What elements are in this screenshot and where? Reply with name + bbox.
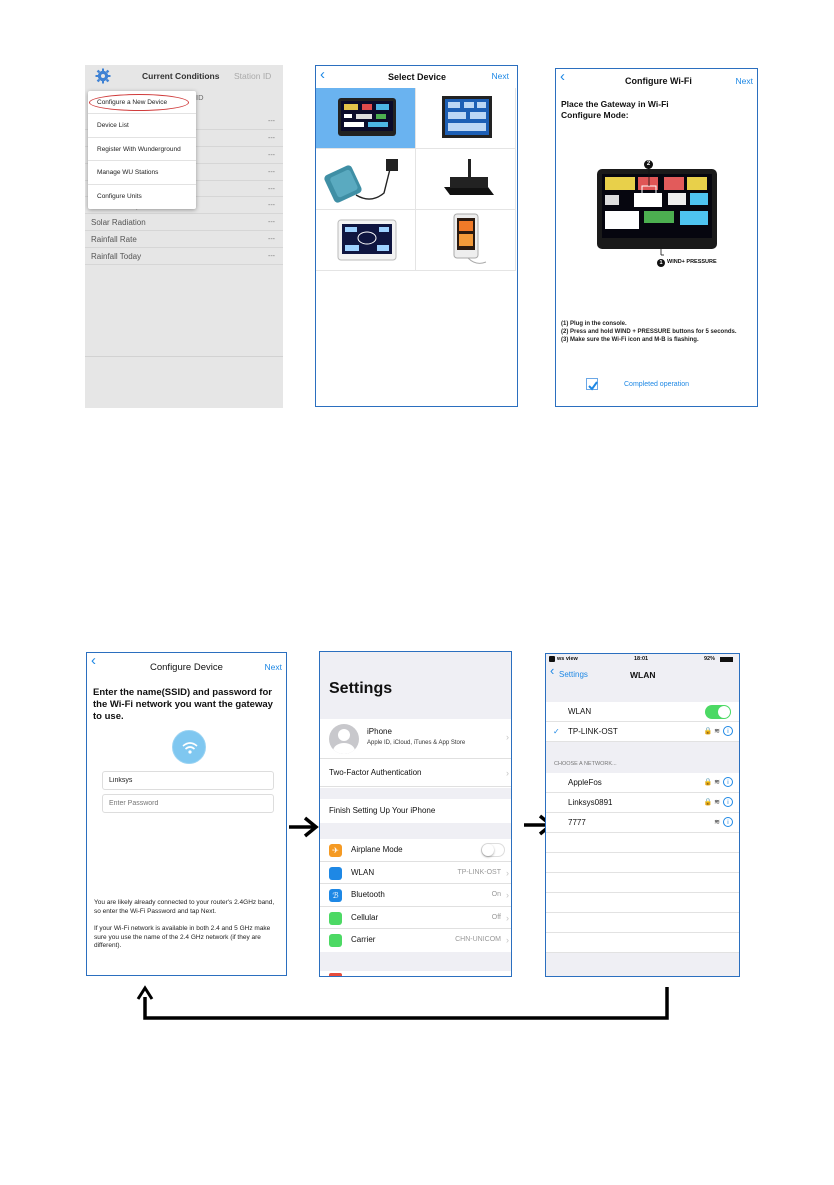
info-icon[interactable]: i — [723, 817, 733, 827]
next-button[interactable]: Next — [264, 662, 282, 672]
orange-display-icon — [416, 210, 516, 271]
list-item: --- — [85, 130, 283, 147]
wlan-toggle[interactable] — [705, 705, 731, 719]
ssid-input[interactable] — [102, 771, 274, 790]
white-console-icon — [316, 210, 416, 271]
status-bar — [546, 654, 739, 665]
battery-percent: 92% — [704, 656, 716, 662]
menu-item-configure-units[interactable]: Configure Units — [97, 192, 142, 200]
profile-row[interactable] — [320, 719, 512, 759]
configure-wifi-screen — [555, 68, 758, 407]
wifi-icon: ≋ — [714, 819, 720, 826]
arrow-right-icon — [287, 816, 319, 838]
list-item: --- — [85, 181, 283, 197]
list-item: --- — [85, 147, 283, 164]
header — [85, 65, 283, 102]
console-image — [594, 161, 720, 269]
network-row[interactable]: 7777 ≋ i — [546, 813, 739, 833]
network-row[interactable]: AppleFos 🔒 ≋ i — [546, 773, 739, 793]
notifications-icon — [329, 973, 342, 977]
two-factor-row[interactable]: Two-Factor Authentication › — [320, 759, 512, 787]
back-chevron-icon[interactable]: ‹ — [560, 68, 565, 85]
back-chevron-icon[interactable]: ‹ — [91, 652, 96, 669]
wifi-icon — [173, 731, 207, 765]
id-label: ID — [196, 93, 204, 102]
connected-network-row[interactable]: ✓ TP-LINK-OST 🔒 ≋ i — [546, 722, 739, 742]
settings-screen — [319, 651, 512, 977]
list-item: --- — [85, 164, 283, 181]
avatar — [329, 724, 359, 754]
empty-row — [546, 853, 739, 873]
device-option-sensor-array[interactable] — [316, 149, 416, 210]
marker-2-badge: 2 — [644, 160, 653, 169]
menu-item-configure-new-device[interactable]: Configure a New Device — [88, 91, 196, 114]
device-option-blue-console[interactable] — [416, 88, 516, 149]
airplane-toggle[interactable] — [481, 843, 505, 857]
page-title: Current Conditions — [142, 71, 220, 81]
status-time: 18:01 — [634, 656, 649, 662]
bluetooth-row[interactable]: ℬ Bluetooth On › — [320, 884, 512, 907]
cellular-row[interactable]: Cellular Off › — [320, 907, 512, 930]
empty-row — [546, 893, 739, 913]
menu-item-device-list[interactable]: Device List — [88, 114, 196, 137]
settings-dropdown-menu — [88, 91, 196, 209]
toggle-knob — [718, 706, 730, 718]
checkmark-icon — [587, 380, 599, 392]
instruction-heading: Place the Gateway in Wi-Fi Configure Mode: — [561, 99, 669, 120]
next-group-peek — [320, 971, 512, 977]
airplane-icon: ✈ — [329, 844, 342, 857]
gear-icon[interactable] — [95, 68, 111, 84]
profile-subtitle: Apple ID, iCloud, iTunes & App Store — [367, 740, 466, 746]
page-title: Select Device — [388, 72, 447, 82]
finish-setup-row[interactable]: Finish Setting Up Your iPhone — [329, 806, 436, 815]
chevron-right-icon: › — [506, 867, 509, 878]
phone-icon — [329, 934, 342, 947]
page-title: Configure Device — [150, 662, 223, 673]
lock-icon: 🔒 — [703, 728, 713, 735]
list-item: --- — [85, 113, 283, 130]
bottom-divider — [85, 356, 283, 357]
wlan-row[interactable]: WLAN TP-LINK-OST › — [320, 862, 512, 885]
page-title: Settings — [329, 680, 393, 697]
select-device-screen — [315, 65, 518, 407]
profile-group — [320, 719, 512, 788]
return-loop-arrow — [135, 985, 675, 1025]
carrier-row[interactable]: Carrier CHN-UNICOM › — [320, 929, 512, 952]
profile-name: iPhone — [367, 727, 392, 736]
station-id-label: Station ID — [234, 71, 272, 81]
wlan-screen — [545, 653, 740, 977]
completed-checkbox[interactable] — [586, 378, 598, 390]
chevron-right-icon: › — [506, 890, 509, 900]
chevron-right-icon: › — [506, 912, 509, 923]
help-text-2-4ghz: You are likely already connected to your router's 2.4GHz band, so enter the Wi-Fi Password and tap Next. — [94, 899, 275, 915]
page-title: Configure Wi-Fi — [625, 76, 692, 86]
sensor-array-icon — [316, 149, 416, 210]
list-item: Rainfall Today --- — [85, 248, 283, 265]
list-item: --- — [85, 197, 283, 214]
password-input[interactable] — [102, 794, 274, 813]
empty-row — [546, 913, 739, 933]
completed-operation-label[interactable]: Completed operation — [624, 381, 689, 388]
wlan-toggle-row: WLAN — [546, 702, 739, 722]
wifi-icon: ≋ — [714, 728, 720, 735]
network-row[interactable]: Linksys0891 🔒 ≋ i — [546, 793, 739, 813]
next-button[interactable]: Next — [491, 71, 509, 81]
device-option-gateway[interactable] — [416, 149, 516, 210]
wifi-circle — [172, 730, 206, 764]
next-button[interactable]: Next — [735, 76, 753, 86]
page-title: WLAN — [630, 670, 656, 680]
current-conditions-screen — [85, 65, 283, 408]
list-item: Rainfall Rate --- — [85, 231, 283, 248]
status-left: ws view — [557, 656, 578, 662]
cellular-icon — [329, 912, 342, 925]
step-item: (1) Plug in the console. — [561, 321, 627, 327]
wlan-group — [546, 702, 739, 742]
info-icon[interactable]: i — [723, 777, 733, 787]
finish-setup-group — [320, 799, 512, 823]
color-console-icon — [316, 88, 416, 149]
step-item: (2) Press and hold WIND + PRESSURE buttons for 5 seconds. — [561, 329, 737, 335]
empty-row — [546, 933, 739, 953]
checkmark-icon: ✓ — [553, 727, 560, 736]
menu-item-manage-wu-stations[interactable]: Manage WU Stations — [88, 161, 196, 184]
info-icon[interactable]: i — [723, 726, 733, 736]
console-illustration — [594, 161, 720, 269]
list-item: Solar Radiation --- — [85, 214, 283, 231]
chevron-right-icon: › — [506, 768, 509, 778]
instruction-heading: Enter the name(SSID) and password for the Wi-Fi network you want the gateway to use. — [93, 687, 273, 722]
blue-console-icon — [416, 88, 516, 149]
back-chevron-icon[interactable]: ‹ — [320, 66, 325, 83]
help-text-dual-band: If your Wi-Fi network is available in both 2.4 and 5 GHz make sure you use the name of the 2.4 GHz network (if they are different). — [94, 925, 271, 949]
wifi-icon — [329, 867, 342, 880]
device-option-color-console[interactable] — [316, 88, 416, 149]
choose-network-header: CHOOSE A NETWORK... — [554, 761, 617, 767]
menu-item-register-wunderground[interactable]: Register With Wunderground — [88, 138, 196, 161]
wifi-icon: ≋ — [714, 779, 720, 786]
device-grid — [316, 88, 517, 272]
gateway-icon — [416, 149, 516, 210]
airplane-mode-row[interactable]: ✈ Airplane Mode — [320, 839, 512, 862]
chevron-right-icon: › — [506, 935, 509, 945]
steps-list — [561, 320, 739, 344]
lock-icon: 🔒 — [703, 779, 713, 786]
step-item: (3) Make sure the Wi-Fi icon and M-B is flashing. — [561, 337, 699, 343]
chevron-right-icon: › — [506, 732, 509, 742]
device-option-orange-display[interactable] — [416, 210, 516, 271]
app-badge-icon — [549, 656, 555, 662]
device-option-white-console[interactable] — [316, 210, 416, 271]
info-icon[interactable]: i — [723, 797, 733, 807]
battery-icon — [720, 657, 733, 662]
back-settings-link[interactable]: Settings — [559, 670, 588, 679]
bluetooth-icon: ℬ — [329, 889, 342, 902]
connectivity-group — [320, 839, 512, 952]
wifi-icon: ≋ — [714, 799, 720, 806]
empty-row — [546, 833, 739, 853]
configure-device-screen — [86, 652, 287, 976]
lock-icon: 🔒 — [703, 799, 713, 806]
button-caption: WIND+ PRESSURE — [667, 259, 717, 265]
empty-row — [546, 873, 739, 893]
toggle-knob — [482, 844, 494, 856]
back-chevron-icon[interactable]: ‹ — [550, 663, 555, 678]
highlight-ellipse — [89, 94, 189, 111]
marker-1-badge: 1 — [657, 259, 665, 267]
network-list — [546, 773, 739, 953]
person-icon — [329, 724, 359, 754]
